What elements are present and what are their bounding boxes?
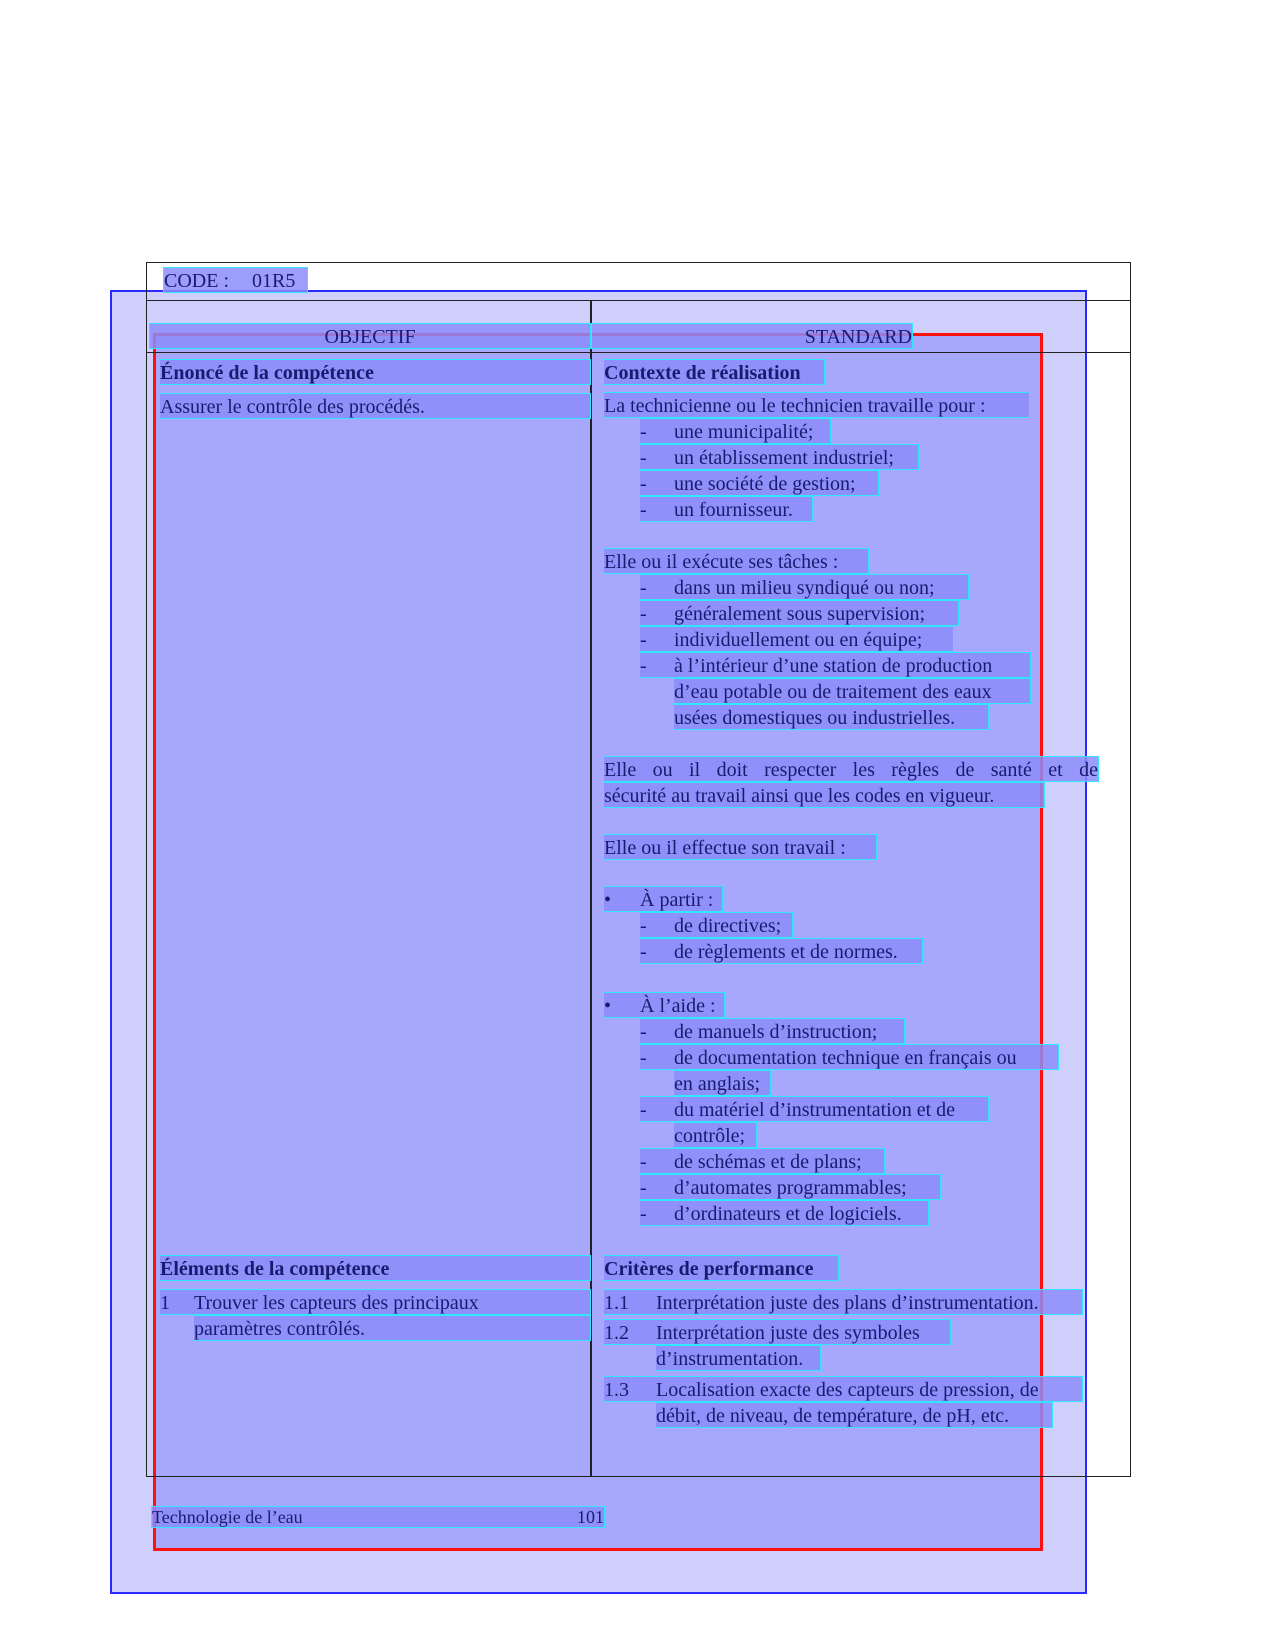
list-item [640,601,958,625]
list-item [640,913,792,937]
list-item-text: généralement sous supervision; [674,603,926,625]
context-title: Contexte de réalisation [604,360,824,384]
list-item-text: d’ordinateurs et de logiciels. [674,1203,902,1225]
criterion-item [604,1320,950,1344]
list-item-text: à l’intérieur d’une station de production [674,655,993,677]
dash-mark: - [640,1177,647,1199]
footer-title: Technologie de l’eau [152,1507,303,1527]
dash-mark: - [640,447,647,469]
criterion-item [604,1377,1082,1401]
dash-mark: - [640,1099,647,1121]
page-number: 101 [577,1507,604,1527]
list-item [640,445,918,469]
element-text-line1: Trouver les capteurs des principaux [194,1292,479,1314]
elements-title: Éléments de la compétence [160,1256,590,1280]
list-item [640,419,830,443]
list-item-continuation: d’eau potable ou de traitement des eaux [674,679,1030,703]
list-item-text: un fournisseur. [674,499,793,521]
objectif-heading: OBJECTIF [150,324,590,348]
aid-heading [604,993,724,1017]
list-item [640,1175,940,1199]
list-item-text: de manuels d’instruction; [674,1021,878,1043]
dash-mark: - [640,915,647,937]
list-item-text: d’automates programmables; [674,1177,907,1199]
bullet-mark: • [604,889,612,911]
code-value: 01R5 [252,270,296,292]
bullet-mark: • [604,995,612,1017]
list-item-text: du matériel d’instrumentation et de [674,1099,956,1121]
respect-line1-text: Elle ou il doit respecter les règles de santé et de [604,759,1098,781]
criterion-number: 1.1 [604,1292,629,1314]
criterion-text: Interprétation juste des symboles [656,1322,920,1344]
code-label: CODE : [164,270,229,292]
code-box [164,268,307,292]
element-item [160,1290,590,1314]
dash-mark: - [640,1151,647,1173]
dash-mark: - [640,1047,647,1069]
column-divider [590,300,592,1477]
criterion-number: 1.2 [604,1322,629,1344]
column-header-rule [146,352,1131,353]
element-number: 1 [160,1292,170,1314]
criteria-title: Critères de performance [604,1256,838,1280]
element-text-line2: paramètres contrôlés. [194,1316,590,1340]
dash-mark: - [640,655,647,677]
criterion-continuation: d’instrumentation. [656,1346,820,1370]
list-item [640,1045,1058,1069]
criterion-item [604,1290,1082,1314]
work-intro: Elle ou il effectue son travail : [604,835,876,859]
list-item [640,627,953,651]
list-item [640,575,968,599]
dash-mark: - [640,941,647,963]
list-item [640,1201,928,1225]
criterion-continuation: débit, de niveau, de température, de pH, etc. [656,1403,1052,1427]
aid-label: À l’aide : [640,995,716,1017]
dash-mark: - [640,1203,647,1225]
dash-mark: - [640,1021,647,1043]
dash-mark: - [640,421,647,443]
respect-line1 [604,757,1098,781]
criterion-text: Interprétation juste des plans d’instrumentation. [656,1292,1039,1314]
from-heading [604,887,722,911]
list-item-text: de schémas et de plans; [674,1151,862,1173]
footer [152,1507,604,1527]
standard-heading: STANDARD [592,324,912,348]
respect-line2: sécurité au travail ainsi que les codes en vigueur. [604,783,1044,807]
list-item-text: de documentation technique en français ou [674,1047,1017,1069]
dash-mark: - [640,629,647,651]
list-item [640,471,878,495]
criterion-number: 1.3 [604,1379,629,1401]
from-label: À partir : [640,889,714,911]
list-item-continuation: en anglais; [674,1071,770,1095]
competence-statement: Assurer le contrôle des procédés. [160,394,590,418]
list-item-text: de directives; [674,915,782,937]
exec-intro: Elle ou il exécute ses tâches : [604,549,868,573]
list-item [640,653,1030,677]
header-rule [146,300,1131,301]
list-item-continuation: usées domestiques ou industrielles. [674,705,988,729]
dash-mark: - [640,473,647,495]
list-item [640,939,922,963]
dash-mark: - [640,499,647,521]
list-item [640,1097,988,1121]
list-item-continuation: contrôle; [674,1123,756,1147]
dash-mark: - [640,603,647,625]
dash-mark: - [640,577,647,599]
list-item-text: de règlements et de normes. [674,941,898,963]
competence-title: Énoncé de la compétence [160,360,590,384]
list-item-text: un établissement industriel; [674,447,894,469]
context-intro: La technicienne ou le technicien travaille pour : [604,393,1029,417]
list-item [640,497,812,521]
list-item-text: dans un milieu syndiqué ou non; [674,577,935,599]
list-item-text: une municipalité; [674,421,814,443]
list-item-text: une société de gestion; [674,473,856,495]
list-item [640,1149,884,1173]
list-item [640,1019,904,1043]
list-item-text: individuellement ou en équipe; [674,629,923,651]
criterion-text: Localisation exacte des capteurs de pression, de [656,1379,1039,1401]
